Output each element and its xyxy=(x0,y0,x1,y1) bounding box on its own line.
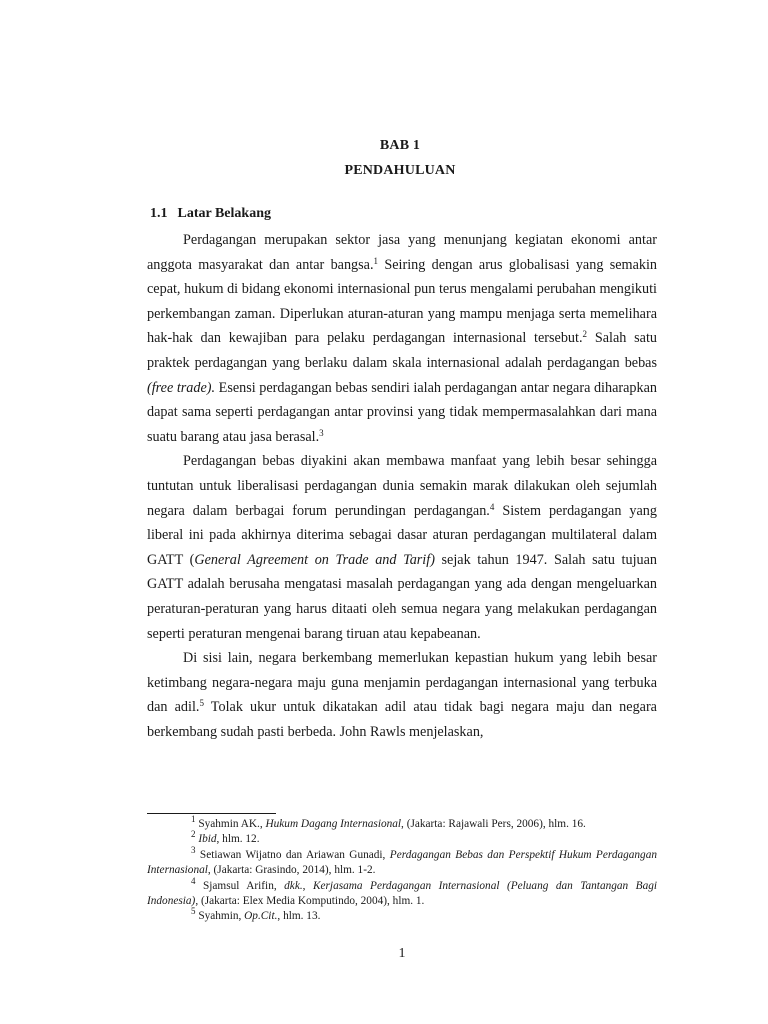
footnote xyxy=(147,875,658,910)
italic-run: Kerjasama Perdagangan Internasional (Peluang dan Tantangan Bagi Indonesia) xyxy=(147,879,658,908)
body-text xyxy=(147,228,657,744)
footnote-ref: 3 xyxy=(191,844,196,855)
footnote xyxy=(147,906,657,924)
italic-run: dkk. xyxy=(284,879,303,892)
footnote-ref: 3 xyxy=(319,427,324,438)
text-run: Tolak ukur untuk dikatakan adil atau tidak bagi negara maju dan negara berkembang sudah pasti berbeda. John Rawls menjelaskan, xyxy=(147,699,657,740)
italic-run: Perdagangan Bebas dan Perspektif Hukum Perdagangan Internasional xyxy=(147,848,658,877)
text-run: Setiawan Wijatno dan Ariawan Gunadi, xyxy=(195,848,390,861)
footnote-ref: 5 xyxy=(199,698,204,709)
footnote-ref: 1 xyxy=(373,255,379,266)
footnote-ref: 1 xyxy=(191,814,196,824)
footnote xyxy=(147,829,657,847)
text-run: , hlm. 13. xyxy=(277,910,321,923)
footnote xyxy=(147,844,658,879)
chapter-number: BAB 1 xyxy=(379,138,421,153)
italic-run: General Agreement on Trade and Tarif) xyxy=(194,551,435,568)
text-run: Esensi perdagangan bebas sendiri ialah perdagangan antar negara diharapkan dapat sama seperti perdagangan antar provinsi yang tidak mempermasalahkan dari mana suatu barang atau jasa berasal. xyxy=(147,379,657,445)
footnote-separator xyxy=(147,813,276,814)
paragraph xyxy=(147,228,657,449)
footnote-ref: 4 xyxy=(191,875,196,886)
text-run: Sjamsul Arifin, xyxy=(195,879,285,892)
paragraph xyxy=(147,646,657,744)
section-heading xyxy=(150,206,271,222)
text-run: Perdagangan bebas diyakini akan membawa manfaat yang lebih besar sehingga tuntutan untuk liberalisasi perdagangan dunia semakin marak dilakukan oleh sejumlah negara dalam berbagai forum perundingan perdagangan. xyxy=(147,453,657,519)
text-run: Seiring dengan arus globalisasi yang semakin cepat, hukum di bidang ekonomi internasional pun terus mengalami perubahan mengikuti perkembangan zaman. Diperlukan aturan-aturan yang mampu menjaga serta memelihara hak-hak dan kewajiban para pelaku perdagangan internasional tersebut. xyxy=(147,256,658,347)
text-run: Sistem perdagangan yang liberal ini pada akhirnya diterima sebagai dasar aturan perdagangan multilateral dalam GATT ( xyxy=(147,502,657,568)
section-number: 1.1 xyxy=(150,206,168,221)
footnote-ref: 2 xyxy=(191,829,196,840)
text-run: Syahmin AK., xyxy=(195,818,266,830)
text-run: , (Jakarta: Grasindo, 2014), hlm. 1-2. xyxy=(207,864,376,877)
footnote-ref: 4 xyxy=(489,501,495,512)
page-number: 1 xyxy=(398,946,406,961)
footnote xyxy=(147,814,657,832)
italic-run: Op.Cit. xyxy=(244,910,278,923)
text-run: Syahmin, xyxy=(195,910,245,923)
text-run: Perdagangan merupakan sektor jasa yang menunjang kegiatan ekonomi antar anggota masyarakat dan antar bangsa. xyxy=(147,232,657,273)
text-run: Salah satu praktek perdagangan yang berlaku dalam skala internasional adalah perdagangan bebas xyxy=(147,330,657,371)
text-run: , (Jakarta: Elex Media Komputindo, 2004), hlm. 1. xyxy=(195,895,425,908)
footnote-ref: 2 xyxy=(582,329,588,340)
section-title: Latar Belakang xyxy=(177,206,271,221)
text-run: sejak tahun 1947. Salah satu tujuan GATT adalah berusaha mengatasi masalah perdagangan yang ada dengan mengeluarkan peraturan-peraturan yang harus ditaati oleh semua negara yang melakukan perdagangan seperti peraturan mengenai barang tiruan atau kepabeanan. xyxy=(147,551,657,642)
footnotes xyxy=(147,814,658,925)
text-run: , hlm. 12. xyxy=(216,833,260,846)
footnote-ref: 5 xyxy=(191,906,196,917)
text-run: , (Jakarta: Rajawali Pers, 2006), hlm. 16. xyxy=(401,818,586,830)
chapter-title: PENDAHULUAN xyxy=(344,163,456,178)
text-run: Di sisi lain, negara berkembang memerlukan kepastian hukum yang lebih besar ketimbang negara-negara maju guna menjamin perdagangan internasional yang terbuka dan adil. xyxy=(147,650,657,716)
italic-run: Hukum Dagang Internasional xyxy=(265,818,402,830)
text-run: , xyxy=(302,879,313,892)
paragraph xyxy=(147,449,657,646)
italic-run: Ibid xyxy=(198,833,217,846)
italic-run: (free trade). xyxy=(147,379,216,396)
